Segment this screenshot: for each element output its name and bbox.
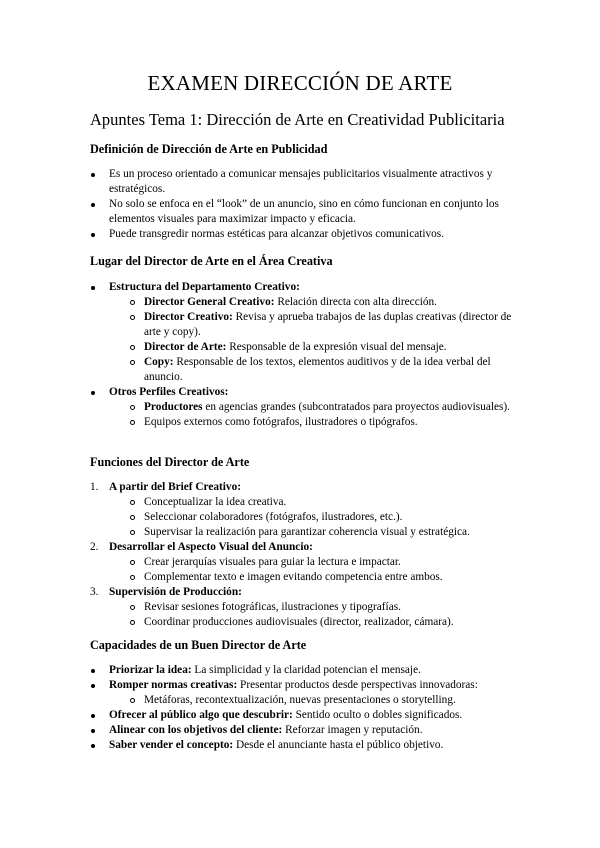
sublist-item-bold: Director General Creativo: [144, 296, 275, 308]
list-item [90, 280, 530, 385]
item-bold: Romper normas creativas: [109, 679, 238, 691]
lugar-list [90, 280, 530, 430]
sublist-item: Complementar texto e imagen evitando competencia entre ambos. [90, 570, 530, 585]
sublist-item [90, 355, 530, 385]
sublist-item: Metáforas, recontextualización, nuevas presentaciones o storytelling. [90, 693, 530, 708]
sublist-item [90, 295, 530, 310]
item-bold: Priorizar la idea: [109, 664, 192, 676]
item-text: Presentar productos desde perspectivas innovadoras: [237, 679, 478, 691]
list-item: No solo se enfoca en el “look” de un anuncio, sino en cómo funcionan en conjunto los elementos visuales para maximizar impacto y eficacia. [90, 197, 530, 227]
list-item [90, 385, 530, 430]
sublist [90, 600, 530, 630]
group-label: Otros Perfiles Creativos: [109, 386, 229, 398]
definicion-list [90, 167, 530, 242]
sublist-item: Crear jerarquías visuales para guiar la lectura e impactar. [90, 555, 530, 570]
sublist-item [90, 310, 530, 340]
list-item [90, 678, 530, 708]
item-label: A partir del Brief Creativo: [109, 481, 241, 493]
sublist [90, 495, 530, 540]
document-title: EXAMEN DIRECCIÓN DE ARTE [147, 71, 453, 95]
sublist [90, 693, 530, 708]
sublist-item-bold: Director de Arte: [144, 341, 227, 353]
sublist-item [90, 400, 530, 415]
section-heading-lugar: Lugar del Director de Arte en el Área Creativa [90, 254, 333, 268]
group-label: Estructura del Departamento Creativo: [109, 281, 300, 293]
sublist [90, 555, 530, 585]
item-bold: Alinear con los objetivos del cliente: [109, 724, 283, 736]
sublist-item-text: Revisa y aprueba trabajos de las duplas creativas (director de arte y copy). [144, 311, 512, 338]
item-text: La simplicidad y la claridad potencian el mensaje. [191, 664, 421, 676]
section-heading-definicion: Definición de Dirección de Arte en Publicidad [90, 142, 328, 156]
item-number: 1. [90, 481, 99, 493]
sublist-item: Seleccionar colaboradores (fotógrafos, ilustradores, etc.). [90, 510, 530, 525]
item-bold: Ofrecer al público algo que descubrir: [109, 709, 293, 721]
list-item: Es un proceso orientado a comunicar mensajes publicitarios visualmente atractivos y estratégicos. [90, 167, 530, 197]
sublist-item-bold: Copy: [144, 356, 174, 368]
sublist-item-text: en agencias grandes (subcontratados para proyectos audiovisuales). [202, 401, 510, 413]
list-item [90, 663, 530, 678]
document-subtitle: Apuntes Tema 1: Dirección de Arte en Creatividad Publicitaria [90, 110, 505, 129]
section-heading-capacidades: Capacidades de un Buen Director de Arte [90, 638, 307, 652]
sublist-item-text: Relación directa con alta dirección. [274, 296, 437, 308]
list-item: Puede transgredir normas estéticas para alcanzar objetivos comunicativos. [90, 227, 530, 242]
sublist-item-bold: Director Creativo: [144, 311, 233, 323]
sublist-item: Supervisar la realización para garantizar coherencia visual y estratégica. [90, 525, 530, 540]
capacidades-list [90, 663, 530, 753]
numbered-item [90, 480, 530, 540]
sublist-item: Coordinar producciones audiovisuales (director, realizador, cámara). [90, 615, 530, 630]
item-label: Supervisión de Producción: [109, 586, 242, 598]
sublist-item-bold: Productores [144, 401, 203, 413]
item-label: Desarrollar el Aspecto Visual del Anuncio: [109, 541, 313, 553]
sublist [90, 295, 530, 385]
numbered-item [90, 540, 530, 585]
item-number: 3. [90, 586, 99, 598]
section-heading-funciones: Funciones del Director de Arte [90, 455, 250, 469]
sublist-item-text: Responsable de los textos, elementos auditivos y de la idea verbal del anuncio. [144, 356, 491, 383]
item-bold: Saber vender el concepto: [109, 739, 234, 751]
numbered-item [90, 585, 530, 630]
item-number: 2. [90, 541, 99, 553]
list-item [90, 723, 530, 738]
list-item [90, 738, 530, 753]
funciones-list [90, 480, 530, 630]
sublist-item-text: Responsable de la expresión visual del mensaje. [226, 341, 447, 353]
item-text: Sentido oculto o dobles significados. [292, 709, 463, 721]
sublist-item: Equipos externos como fotógrafos, ilustradores o tipógrafos. [90, 415, 530, 430]
sublist [90, 400, 530, 430]
sublist-item: Revisar sesiones fotográficas, ilustraciones y tipografías. [90, 600, 530, 615]
sublist-item: Conceptualizar la idea creativa. [90, 495, 530, 510]
list-item [90, 708, 530, 723]
item-text: Reforzar imagen y reputación. [282, 724, 423, 736]
sublist-item [90, 340, 530, 355]
item-text: Desde el anunciante hasta el público objetivo. [233, 739, 444, 751]
